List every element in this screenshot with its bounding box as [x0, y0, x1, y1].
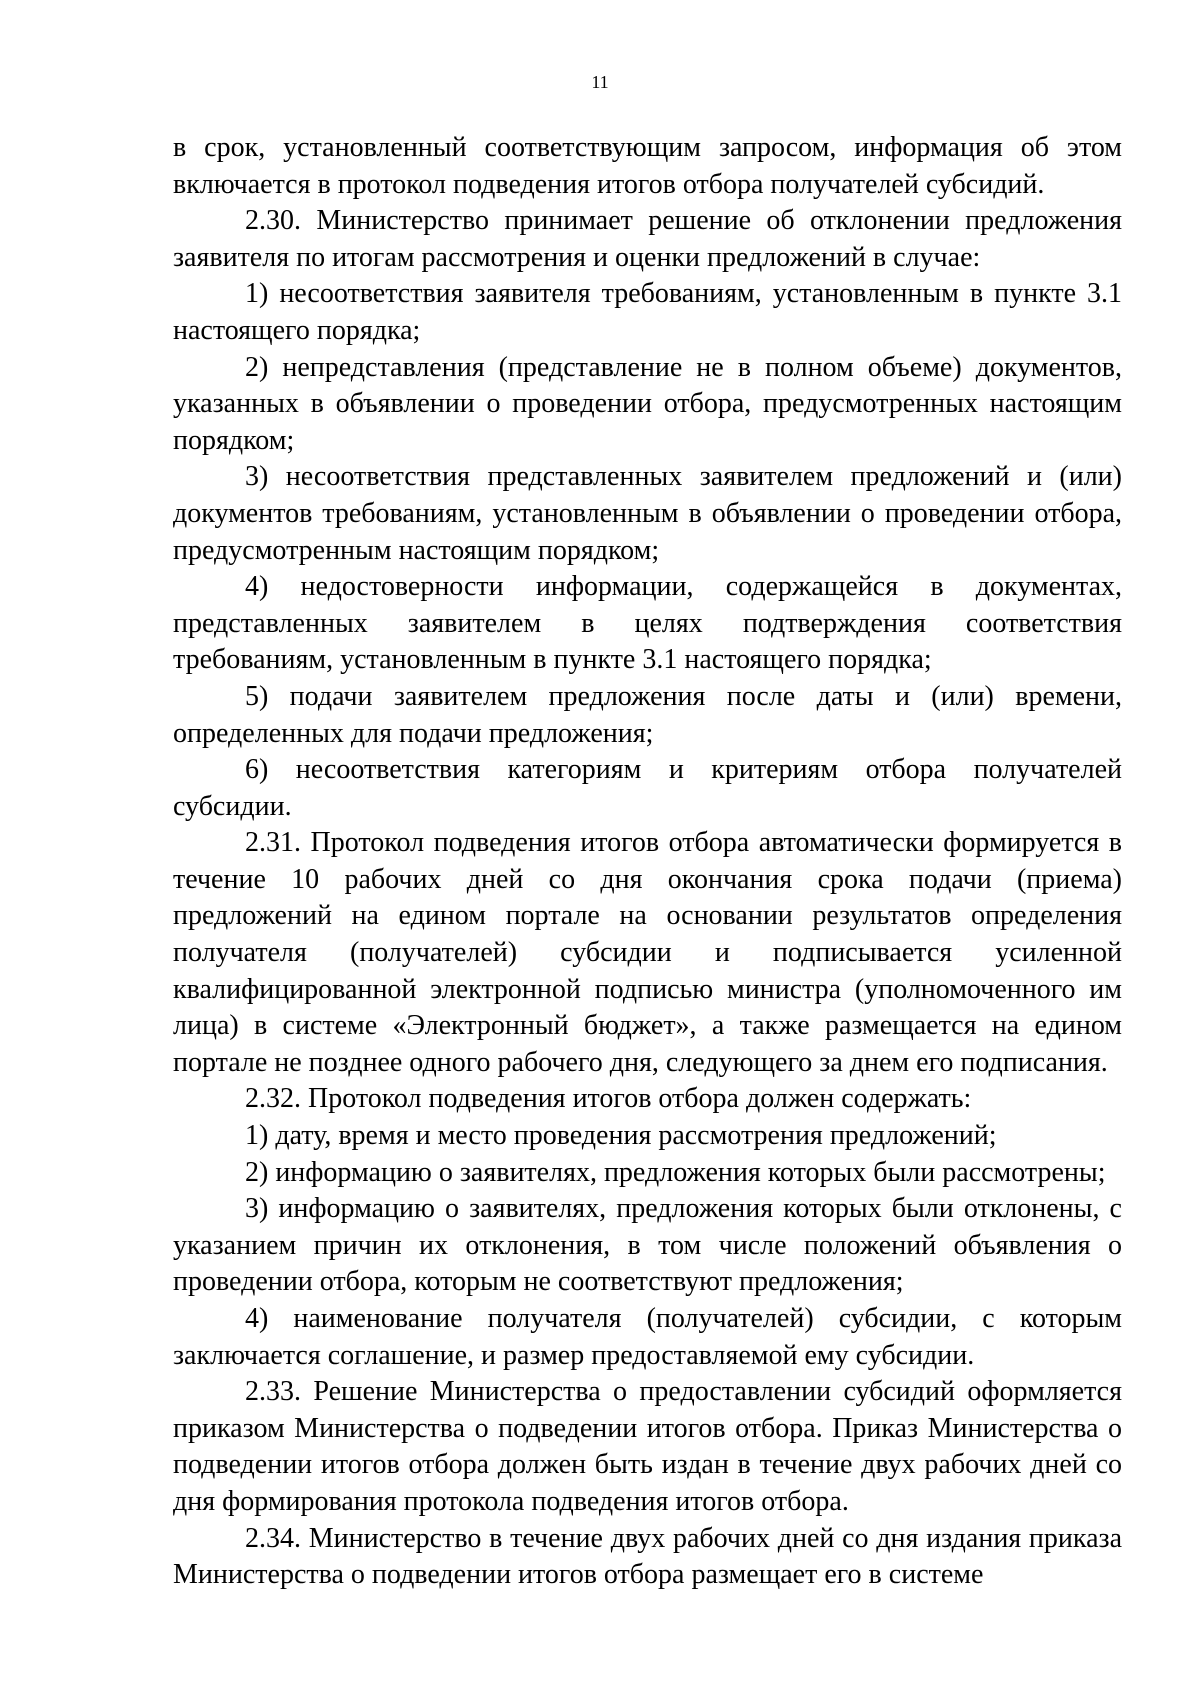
list-item-2-32-2: 2) информацию о заявителях, предложения которых были рассмотрены; [245, 1156, 1106, 1188]
paragraph-2-31: 2.31. Протокол подведения итогов отбора автоматически формируется в течение 10 рабочих дней со дня окончания срока подачи (приема) предложений на едином портале на основании результатов определения получателя (получателей) субсидии и подписывается усиленной квалифицированной электронной подписью министра (уполномоченного им лица) в системе «Электронный бюджет», а также размещается на едином портале не позднее одного рабочего дня, следующего за днем его подписания. [173, 827, 1122, 1078]
list-item-2-30-3: 3) несоответствия представленных заявителем предложений и (или) документов требованиям, установленным в объявлении о проведении отбора, предусмотренным настоящим порядком; [173, 461, 1122, 566]
page-number: 11 [591, 72, 609, 92]
paragraph-continuation: в срок, установленный соответствующим запросом, информация об этом включается в протокол подведения итогов отбора получателей субсидий. [173, 132, 1122, 200]
paragraph-2-32: 2.32. Протокол подведения итогов отбора должен содержать: [245, 1083, 972, 1115]
list-item-2-30-6: 6) несоответствия категориям и критериям отбора получателей субсидии. [173, 754, 1122, 822]
list-item-2-30-5: 5) подачи заявителем предложения после даты и (или) времени, определенных для подачи предложения; [173, 680, 1122, 749]
list-item-2-32-4: 4) наименование получателя (получателей) субсидии, с которым заключается соглашение, и размер предоставляемой ему субсидии. [173, 1303, 1122, 1371]
list-item-2-30-1: 1) несоответствия заявителя требованиям, установленным в пункте 3.1 настоящего порядка; [173, 278, 1122, 346]
paragraph-2-30: 2.30. Министерство принимает решение об отклонении предложения заявителя по итогам рассмотрения и оценки предложений в случае: [173, 205, 1122, 273]
list-item-2-30-4: 4) недостоверности информации, содержащейся в документах, представленных заявителем в целях подтверждения соответствия требованиям, установленным в пункте 3.1 настоящего порядка; [173, 571, 1122, 676]
paragraph-2-33: 2.33. Решение Министерства о предоставлении субсидий оформляется приказом Министерства о подведении итогов отбора. Приказ Министерства о подведении итогов отбора должен быть издан в течение двух рабочих дней со дня формирования протокола подведения итогов отбора. [173, 1376, 1122, 1517]
paragraph-2-34: 2.34. Министерство в течение двух рабочих дней со дня издания приказа Министерства о подведении итогов отбора размещает его в системе [173, 1522, 1122, 1591]
list-item-2-30-2: 2) непредставления (представление не в полном объеме) документов, указанных в объявлении о проведении отбора, предусмотренных настоящим порядком; [173, 351, 1122, 456]
list-item-2-32-3: 3) информацию о заявителях, предложения которых были отклонены, с указанием причин их отклонения, в том числе положений объявления о проведении отбора, которым не соответствуют предложения; [173, 1193, 1122, 1298]
list-item-2-32-1: 1) дату, время и место проведения рассмотрения предложений; [245, 1120, 997, 1152]
document-body [173, 130, 1122, 1594]
